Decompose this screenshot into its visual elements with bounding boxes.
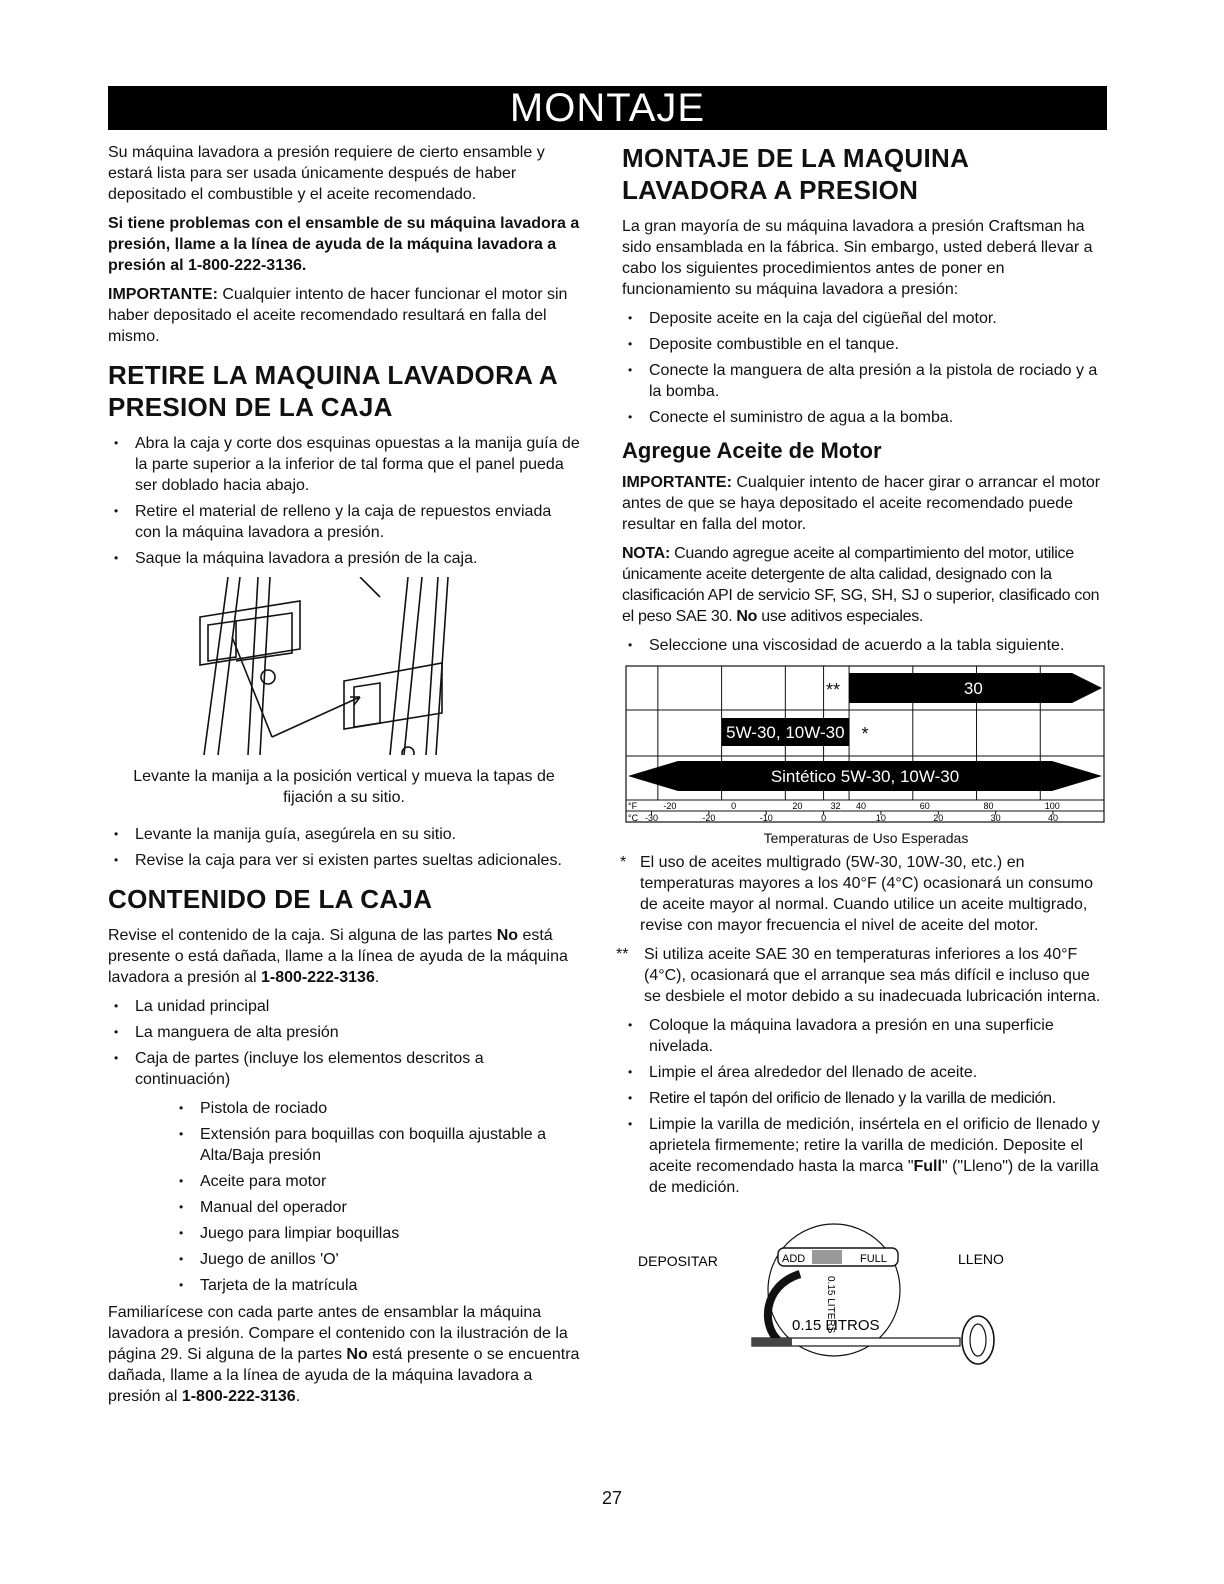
last-step-a: Limpie la varilla de medición, insértela en el orificio de llenado y aprietela firmemente; retire la varilla de medición. Deposite el aceite recomendado hasta la marca " bbox=[649, 1116, 1100, 1175]
important-note bbox=[108, 284, 580, 347]
footnote-1-text: El uso de aceites multigrado (5W-30, 10W-30, etc.) en temperaturas mayores a los 40°F (4°C) ocasionará un consumo de aceite mayor al normal. Cuando utilice un aceite multigrado, revise con mayor frecuencia el nivel de aceite del motor. bbox=[640, 854, 1093, 934]
contenido-no: No bbox=[496, 927, 519, 944]
list-item: • Deposite aceite en la caja del cigüeñal del motor. bbox=[622, 308, 1110, 329]
handle-diagram bbox=[108, 577, 580, 755]
part-item: • Tarjeta de la matrícula bbox=[173, 1275, 580, 1296]
helpline-phone: 1-800-222-3136 bbox=[260, 969, 375, 986]
left-column bbox=[108, 142, 580, 1415]
list-item: • Limpie el área alrededor del llenado de aceite. bbox=[622, 1062, 1110, 1083]
parts-list bbox=[173, 1098, 580, 1296]
handle-illustration bbox=[108, 577, 580, 808]
familiar-text-b: está presente o se encuentra dañada, llame a la línea de ayuda de la máquina lavadora a presión al bbox=[108, 1346, 580, 1405]
part-item: • Aceite para motor bbox=[173, 1171, 580, 1192]
montaje-intro: La gran mayoría de su máquina lavadora a presión Craftsman ha sido ensamblada en la fábrica. Sin embargo, usted deberá llevar a cabo los siguientes procedimientos antes de poner en funcionamiento su máquina lavadora a presión: bbox=[622, 218, 1093, 298]
dipstick-crosshatch bbox=[812, 1250, 842, 1264]
part-item: • Extensión para boquillas con boquilla ajustable a Alta/Baja presión bbox=[173, 1124, 580, 1166]
footnote-2-mark: ** bbox=[616, 946, 629, 963]
chart-tick-c: 20 bbox=[933, 813, 944, 823]
figure-caption: Levante la manija a la posición vertical y mueva la tapas de fijación a su sitio. bbox=[133, 768, 555, 806]
oil-note bbox=[622, 543, 1110, 627]
dipstick-add-label: DEPOSITAR bbox=[638, 1253, 718, 1269]
chart-tick-c: -20 bbox=[702, 813, 716, 823]
chart-tick-c: 10 bbox=[875, 813, 886, 823]
chart-tick-f: 40 bbox=[856, 801, 867, 811]
list-item bbox=[622, 1114, 1110, 1198]
viscosity-chart bbox=[622, 664, 1108, 826]
note-no: No bbox=[736, 608, 758, 625]
select-step bbox=[622, 635, 1110, 656]
helpline-phone: 1-800-222-3136 bbox=[181, 1388, 296, 1405]
dipstick-rod-mark bbox=[752, 1338, 792, 1346]
familiar-text-c: . bbox=[295, 1388, 301, 1405]
chart-tick-f: 32 bbox=[830, 801, 841, 811]
montaje-steps bbox=[622, 308, 1110, 428]
note-label: NOTA: bbox=[622, 545, 670, 562]
chart-caption: Temperaturas de Uso Esperadas bbox=[763, 830, 969, 846]
list-item: • Conecte la manguera de alta presión a la pistola de rociado y a la bomba. bbox=[622, 360, 1110, 402]
familiar-text-a: Familiarícese con cada parte antes de ensamblar la máquina lavadora a presión. Compare el contenido con la ilustración de la página 29. Si alguna de la partes bbox=[108, 1304, 568, 1363]
chart-tick-c: 0 bbox=[821, 813, 827, 823]
right-column bbox=[616, 142, 1110, 1387]
chart-tick-f: 60 bbox=[919, 801, 930, 811]
oil-steps bbox=[622, 1015, 1110, 1198]
dipstick-illustration bbox=[622, 1206, 1110, 1387]
list-item: • Retire el material de relleno y la caja de repuestos enviada con la máquina lavadora a presión. bbox=[108, 501, 580, 543]
list-item: • Levante la manija guía, asegúrela en su sitio. bbox=[108, 824, 580, 845]
list-item: • Retire el tapón del orificio de llenado y la varilla de medición. bbox=[622, 1088, 1110, 1109]
dipstick-handle-icon bbox=[962, 1316, 994, 1364]
last-step-full: Full bbox=[913, 1158, 942, 1175]
chart-marker: ** bbox=[826, 680, 841, 700]
viscosity-chart-svg bbox=[622, 664, 1108, 826]
footnote-1 bbox=[622, 852, 1110, 936]
chart-tick-f: 20 bbox=[792, 801, 803, 811]
after-steps bbox=[108, 824, 580, 871]
chart-tick-f: 80 bbox=[983, 801, 994, 811]
retire-steps bbox=[108, 433, 580, 569]
contenido-text-c: . bbox=[374, 969, 380, 986]
oil-important-text: Cualquier intento de hacer girar o arrancar el motor antes de que se haya depositado el aceite recomendado puede resultar en falla del motor. bbox=[622, 474, 1101, 533]
list-item: • Revise la caja para ver si existen partes sueltas adicionales. bbox=[108, 850, 580, 871]
note-text: Cuando agregue aceite al compartimiento del motor, utilice únicamente aceite detergente de alta calidad, designado con la clasificación API de servicio SF, SG, SH, SJ o superior, clasificado con el peso SAE 30. bbox=[622, 545, 1100, 625]
part-item: • Juego de anillos 'O' bbox=[173, 1249, 580, 1270]
chart-tick-c: 40 bbox=[1048, 813, 1059, 823]
list-item: • Abra la caja y corte dos esquinas opuestas a la manija guía de la parte superior a la inferior de tal forma que el panel pueda ser doblado hacia abajo. bbox=[108, 433, 580, 496]
last-step-b: " ("Lleno") de la varilla de medición. bbox=[649, 1158, 1099, 1196]
list-item: • Seleccione una viscosidad de acuerdo a la tabla siguiente. bbox=[622, 635, 1110, 656]
contents-list bbox=[108, 996, 580, 1090]
contenido-text bbox=[108, 925, 580, 988]
dipstick-full-label: LLENO bbox=[958, 1251, 1004, 1267]
footnote-2 bbox=[616, 944, 1110, 1007]
chart-bar-label: Sintético 5W-30, 10W-30 bbox=[770, 767, 960, 786]
intro-text: Su máquina lavadora a presión requiere de cierto ensamble y estará lista para ser usada únicamente después de haber depositado el combustible y el aceite recomendado. bbox=[108, 144, 545, 203]
section-banner: MONTAJE bbox=[108, 86, 1107, 130]
chart-tick-f: 0 bbox=[731, 801, 737, 811]
chart-bar-label: 30 bbox=[963, 679, 983, 698]
chart-axis-unit-c: °C bbox=[628, 813, 639, 823]
chart-bar-label: 5W-30, 10W-30 bbox=[726, 723, 845, 742]
dipstick-full-text: FULL bbox=[860, 1253, 887, 1265]
heading-aceite: Agregue Aceite de Motor bbox=[622, 438, 882, 463]
chart-tick-f: -20 bbox=[663, 801, 677, 811]
contenido-text-b: está presente o está dañada, llame a la línea de ayuda de la máquina lavadora a presión al bbox=[108, 927, 568, 986]
heading-montaje: MONTAJE DE LA MAQUINA LAVADORA A PRESION bbox=[622, 143, 969, 205]
list-item: • La unidad principal bbox=[108, 996, 580, 1017]
list-item: • Coloque la máquina lavadora a presión en una superficie nivelada. bbox=[622, 1015, 1110, 1057]
contenido-text-a: Revise el contenido de la caja. Si alguna de las partes bbox=[108, 927, 497, 944]
list-item: • Deposite combustible en el tanque. bbox=[622, 334, 1110, 355]
list-item: • Caja de partes (incluye los elementos descritos a continuación) bbox=[108, 1048, 580, 1090]
heading-retire: RETIRE LA MAQUINA LAVADORA A PRESION DE LA CAJA bbox=[108, 360, 557, 422]
list-item: • Conecte el suministro de agua a la bomba. bbox=[622, 407, 1110, 428]
part-item: • Juego para limpiar boquillas bbox=[173, 1223, 580, 1244]
chart-tick-c: -30 bbox=[644, 813, 659, 823]
important-text: Cualquier intento de hacer funcionar el motor sin haber depositado el aceite recomendado resultará en falla del mismo. bbox=[108, 286, 568, 345]
chart-tick-c: -10 bbox=[759, 813, 773, 823]
list-item: • La manguera de alta presión bbox=[108, 1022, 580, 1043]
familiar-text bbox=[108, 1302, 580, 1407]
familiar-no: No bbox=[346, 1346, 368, 1363]
dipstick-diagram bbox=[622, 1206, 1108, 1382]
dipstick-liters-text: 0.15 LITERS bbox=[825, 1276, 836, 1334]
oil-important bbox=[622, 472, 1110, 535]
chart-axis-unit-f: °F bbox=[628, 801, 638, 811]
note-end: use aditivos especiales. bbox=[757, 608, 924, 625]
part-item: • Manual del operador bbox=[173, 1197, 580, 1218]
dipstick-litros-text: 0.15 LITROS bbox=[792, 1317, 880, 1334]
page-number: 27 bbox=[601, 1488, 623, 1508]
oil-important-label: IMPORTANTE: bbox=[622, 474, 732, 491]
footnote-1-mark: * bbox=[620, 854, 627, 871]
chart-marker: * bbox=[861, 724, 869, 744]
chart-tick-f: 100 bbox=[1044, 801, 1060, 811]
footnote-2-text: Si utiliza aceite SAE 30 en temperaturas inferiores a los 40°F (4°C), ocasionará que el arranque sea más difícil e incluso que se desbiele el motor debido a su inadecuada lubricación interna. bbox=[644, 946, 1101, 1005]
dipstick-add-text: ADD bbox=[782, 1253, 806, 1265]
important-label: IMPORTANTE: bbox=[108, 286, 218, 303]
help-line: Si tiene problemas con el ensamble de su máquina lavadora a presión, llame a la línea de ayuda de la máquina lavadora a presión al 1-800-222-3136. bbox=[108, 215, 580, 274]
part-item: • Pistola de rociado bbox=[173, 1098, 580, 1119]
list-item: • Saque la máquina lavadora a presión de la caja. bbox=[108, 548, 580, 569]
chart-tick-c: 30 bbox=[990, 813, 1001, 823]
heading-contenido: CONTENIDO DE LA CAJA bbox=[108, 884, 433, 914]
